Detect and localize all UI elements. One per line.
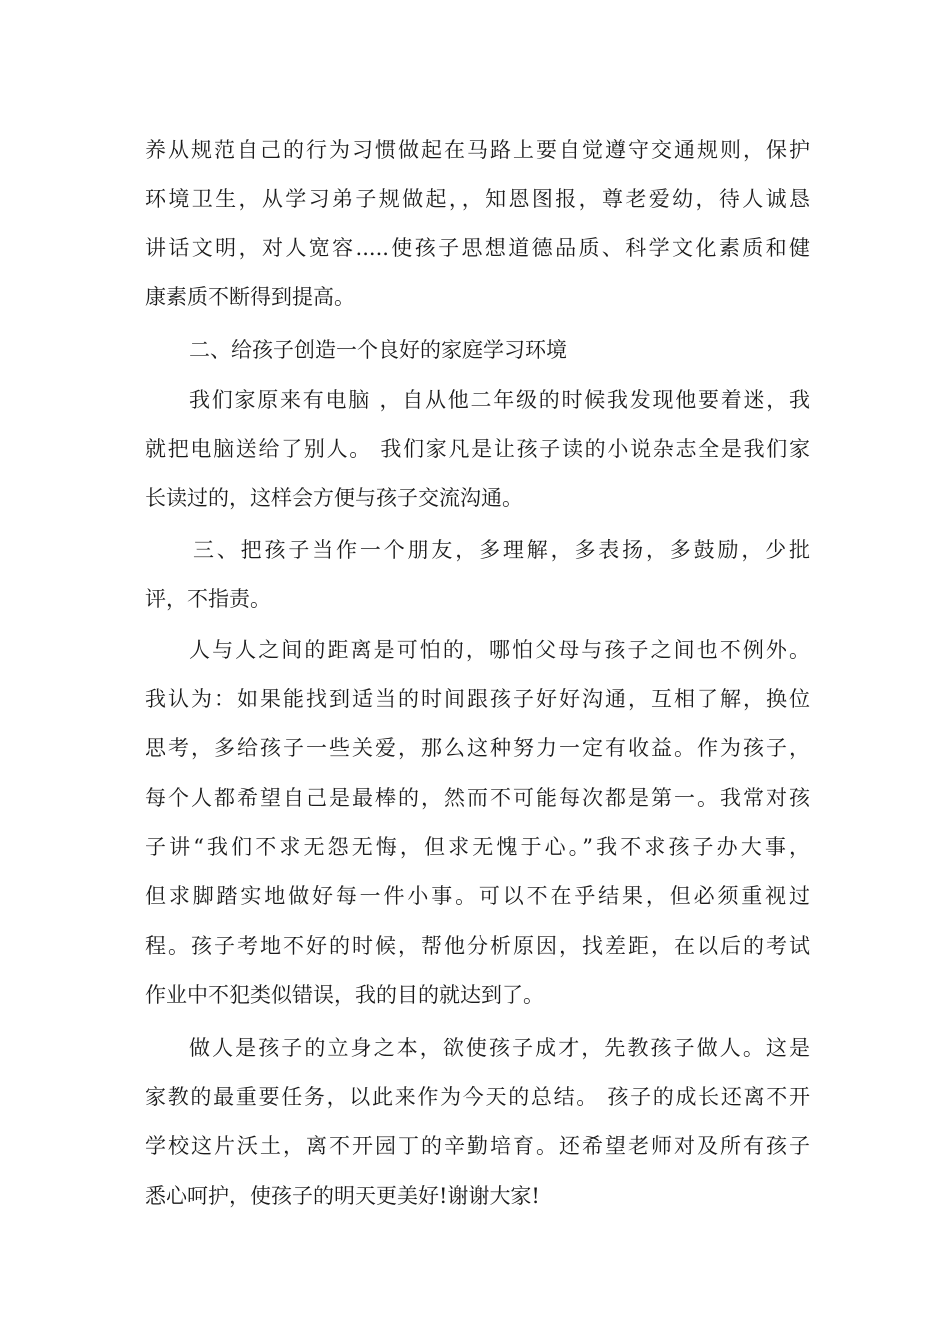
text-line: 但求脚踏实地做好每一件小事。可以不在乎结果，但必须重视过 bbox=[145, 884, 810, 908]
text-line: 讲话文明，对人宽容.....使孩子思想道德品质、科学文化素质和健 bbox=[145, 236, 810, 260]
section-heading: 二、给孩子创造一个良好的家庭学习环境 bbox=[189, 338, 567, 362]
text-line: 做人是孩子的立身之本，欲使孩子成才，先教孩子做人。这是 bbox=[189, 1036, 810, 1060]
text-line: 评，不指责。 bbox=[145, 587, 271, 611]
text-line: 思考，多给孩子一些关爱，那么这种努力一定有收益。作为孩子， bbox=[145, 736, 810, 760]
text-line: 长读过的，这样会方便与孩子交流沟通。 bbox=[145, 486, 523, 510]
text-line: 作业中不犯类似错误，我的目的就达到了。 bbox=[145, 983, 544, 1007]
text-line: 家教的最重要任务，以此来作为今天的总结。 孩子的成长还离不开 bbox=[145, 1085, 810, 1109]
text-line: 养从规范自己的行为习惯做起在马路上要自觉遵守交通规则，保护 bbox=[145, 138, 810, 162]
text-line: 悉心呵护，使孩子的明天更美好!谢谢大家! bbox=[145, 1184, 540, 1208]
text-line: 子讲“我们不求无怨无悔，但求无愧于心。”我不求孩子办大事， bbox=[145, 835, 810, 859]
text-line: 就把电脑送给了别人。 我们家凡是让孩子读的小说杂志全是我们家 bbox=[145, 437, 810, 461]
text-line: 程。孩子考地不好的时候，帮他分析原因，找差距，在以后的考试 bbox=[145, 934, 810, 958]
text-line: 康素质不断得到提高。 bbox=[145, 285, 355, 309]
text-line: 每个人都希望自己是最棒的，然而不可能每次都是第一。我常对孩 bbox=[145, 786, 810, 810]
text-line: 我认为：如果能找到适当的时间跟孩子好好沟通，互相了解，换位 bbox=[145, 687, 810, 711]
text-line: 环境卫生，从学习弟子规做起，，知恩图报，尊老爱幼，待人诚恳 bbox=[145, 187, 810, 211]
text-line: 学校这片沃土，离不开园丁的辛勤培育。还希望老师对及所有孩子 bbox=[145, 1134, 810, 1158]
section-heading: 三、把孩子当作一个朋友，多理解，多表扬，多鼓励，少批 bbox=[193, 538, 810, 562]
text-line: 人与人之间的距离是可怕的，哪怕父母与孩子之间也不例外。 bbox=[189, 638, 810, 662]
text-line: 我们家原来有电脑 ，自从他二年级的时候我发现他要着迷，我 bbox=[189, 388, 810, 412]
